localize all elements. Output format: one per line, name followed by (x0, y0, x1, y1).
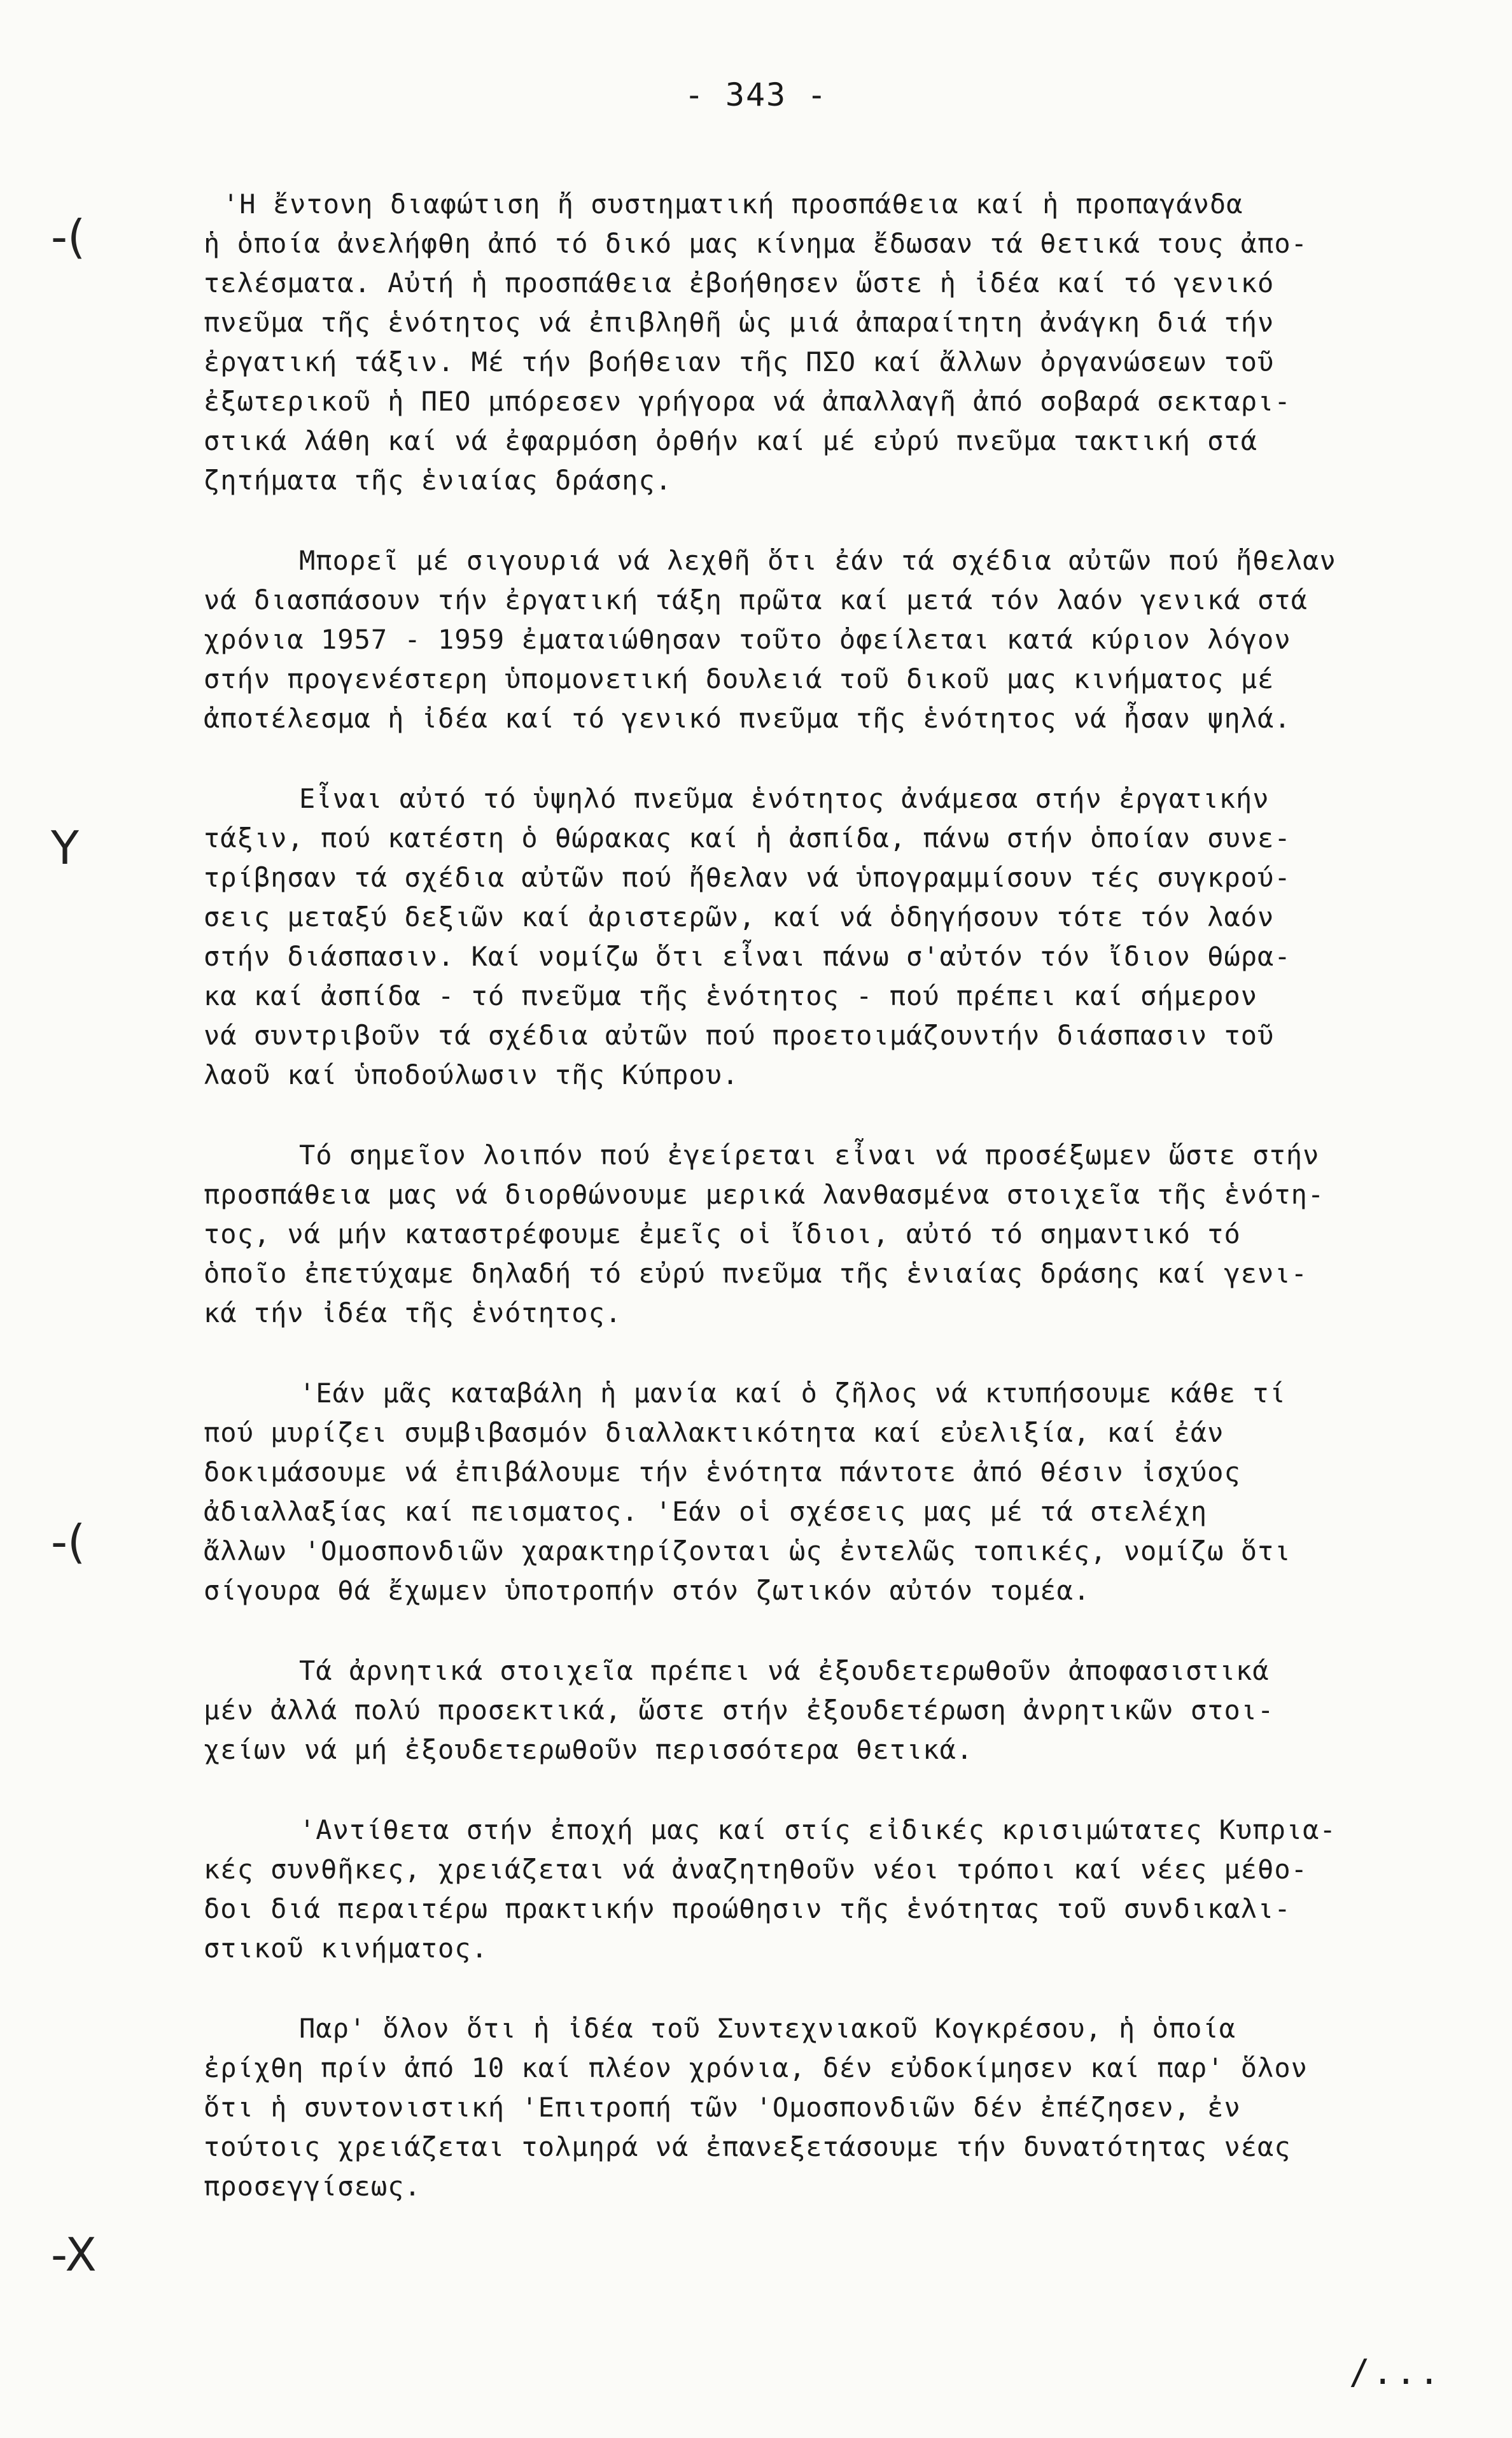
text-line: σίγουρα θά ἔχωμεν ὑποτροπήν στόν ζωτικόν αὐτόν τομέα. (204, 1575, 1091, 1606)
text-line: τελέσματα. Αὐτή ἡ προσπάθεια ἐβοήθησεν ὥστε ἡ ἰδέα καί τό γενικό (204, 267, 1275, 299)
text-line: κές συνθῆκες, χρειάζεται νά ἀναζητηθοῦν νέοι τρόποι καί νέες μέθο- (204, 1854, 1308, 1885)
margin-mark-4: -X (51, 2228, 97, 2281)
text-line: κα καί ἀσπίδα - τό πνεῦμα τῆς ἑνότητος - πού πρέπει καί σήμερον (204, 980, 1258, 1011)
margin-mark-2: Y (51, 821, 79, 875)
text-line: μέν ἀλλά πολύ προσεκτικά, ὥστε στήν ἐξουδετέρωση ἀνρητικῶν στοι- (204, 1695, 1275, 1726)
text-line: ἐξωτερικοῦ ἡ ΠΕΟ μπόρεσεν γρήγορα νά ἀπαλλαγῆ ἀπό σοβαρά σεκταρι- (204, 386, 1291, 417)
text-line: ζητήματα τῆς ἑνιαίας δράσης. (204, 465, 673, 496)
paragraph (204, 1810, 1470, 1968)
text-line: στικά λάθη καί νά ἐφαρμόση ὀρθήν καί μέ εὐρύ πνεῦμα τακτική στά (204, 425, 1258, 456)
text-line: δοι διά περαιτέρω πρακτικήν προώθησιν τῆς ἑνότητας τοῦ συνδικαλι- (204, 1893, 1291, 1924)
text-line: στήν διάσπασιν. Καί νομίζω ὅτι εἶναι πάνω σ'αὐτόν τόν ἴδιον θώρα- (204, 941, 1291, 972)
text-line: νά διασπάσουν τήν ἐργατική τάξη πρῶτα καί μετά τόν λαόν γενικά στά (204, 584, 1308, 616)
text-line: νά συντριβοῦν τά σχέδια αὐτῶν πού προετοιμάζουντήν διάσπασιν τοῦ (204, 1020, 1275, 1051)
text-line: Μπορεῖ μέ σιγουριά νά λεχθῆ ὅτι ἐάν τά σχέδια αὐτῶν πού ἤθελαν (299, 545, 1336, 576)
margin-mark-1: -( (51, 210, 86, 264)
text-line: ἀποτέλεσμα ἡ ἰδέα καί τό γενικό πνεῦμα τῆς ἑνότητος νά ἦσαν ψηλά. (204, 703, 1291, 734)
text-line: προσπάθεια μας νά διορθώνουμε μερικά λανθασμένα στοιχεῖα τῆς ἑνότη- (204, 1179, 1325, 1210)
text-line: 'Η ἔντονη διαφώτιση ἤ συστηματική προσπάθεια καί ἡ προπαγάνδα (223, 188, 1243, 220)
text-line: Παρ' ὅλον ὅτι ἡ ἰδέα τοῦ Συντεχνιακοῦ Κογκρέσου, ἡ ὁποία (299, 2013, 1236, 2044)
paragraph (204, 779, 1470, 1095)
paragraph (204, 2009, 1470, 2206)
text-line: στικοῦ κινήματος. (204, 1933, 488, 1964)
text-line: στήν προγενέστερη ὑπομονετική δουλειά τοῦ δικοῦ μας κινήματος μέ (204, 663, 1275, 694)
text-line: τάξιν, πού κατέστη ὁ θώρακας καί ἡ ἀσπίδα, πάνω στήν ὁποίαν συνε- (204, 822, 1291, 854)
continuation-mark: /... (1349, 2352, 1443, 2392)
text-line: ὁποῖο ἐπετύχαμε δηλαδή τό εὐρύ πνεῦμα τῆς ἑνιαίας δράσης καί γενι- (204, 1258, 1308, 1289)
text-line: 'Αντίθετα στήν ἐποχή μας καί στίς εἰδικές κρισιμώτατες Κυπρια- (299, 1814, 1336, 1845)
text-line: χρόνια 1957 - 1959 ἐματαιώθησαν τοῦτο ὀφείλεται κατά κύριον λόγον (204, 624, 1291, 655)
text-line: ἐρίχθη πρίν ἀπό 10 καί πλέον χρόνια, δέν εὐδοκίμησεν καί παρ' ὅλον (204, 2052, 1308, 2083)
paragraph (204, 1651, 1470, 1770)
page-number: - 343 - (684, 76, 828, 113)
paragraph (204, 541, 1470, 738)
text-line: ἡ ὁποία ἀνελήφθη ἀπό τό δικό μας κίνημα ἔδωσαν τά θετικά τους ἀπο- (204, 228, 1308, 259)
text-line: ὅτι ἡ συντονιστική 'Επιτροπή τῶν 'Ομοσπονδιῶν δέν ἐπέζησεν, ἐν (204, 2092, 1241, 2123)
text-line: τούτοις χρειάζεται τολμηρά νά ἐπανεξετάσουμε τήν δυνατότητας νέας (204, 2131, 1291, 2162)
text-line: δοκιμάσουμε νά ἐπιβάλουμε τήν ἑνότητα πάντοτε ἀπό θέσιν ἰσχύος (204, 1456, 1241, 1488)
text-line: ἄλλων 'Ομοσπονδιῶν χαρακτηρίζονται ὡς ἐντελῶς τοπικές, νομίζω ὅτι (204, 1535, 1291, 1567)
text-line: Τό σημεῖον λοιπόν πού ἐγείρεται εἶναι νά προσέξωμεν ὥστε στήν (299, 1139, 1320, 1171)
text-line: τρίβησαν τά σχέδια αὐτῶν πού ἤθελαν νά ὑπογραμμίσουν τές συγκρού- (204, 862, 1291, 893)
text-line: χείων νά μή ἐξουδετερωθοῦν περισσότερα θετικά. (204, 1734, 974, 1765)
text-line: τος, νά μήν καταστρέφουμε ἐμεῖς οἱ ἴδιοι, αὐτό τό σημαντικό τό (204, 1218, 1241, 1250)
document-body (204, 185, 1470, 2247)
text-line: Εἶναι αὐτό τό ὑψηλό πνεῦμα ἑνότητος ἀνάμεσα στήν ἐργατικήν (299, 783, 1270, 814)
text-line: κά τήν ἰδέα τῆς ἑνότητος. (204, 1297, 622, 1328)
text-line: Τά ἀρνητικά στοιχεῖα πρέπει νά ἐξουδετερωθοῦν ἀποφασιστικά (299, 1655, 1270, 1686)
text-line: προσεγγίσεως. (204, 2171, 421, 2202)
text-line: λαοῦ καί ὑποδούλωσιν τῆς Κύπρου. (204, 1059, 739, 1090)
text-line: σεις μεταξύ δεξιῶν καί ἀριστερῶν, καί νά ὁδηγήσουν τότε τόν λαόν (204, 901, 1275, 933)
margin-mark-3: -( (51, 1515, 86, 1568)
text-line: ἐργατική τάξιν. Μέ τήν βοήθειαν τῆς ΠΣΟ καί ἄλλων ὀργανώσεων τοῦ (204, 346, 1275, 377)
text-line: πού μυρίζει συμβιβασμόν διαλλακτικότητα καί εὐελιξία, καί ἐάν (204, 1417, 1224, 1448)
paragraph (204, 1374, 1470, 1610)
paragraph (204, 1136, 1470, 1333)
text-line: πνεῦμα τῆς ἑνότητος νά ἐπιβληθῆ ὡς μιά ἀπαραίτητη ἀνάγκη διά τήν (204, 307, 1275, 338)
text-line: ἀδιαλλαξίας καί πεισματος. 'Εάν οἱ σχέσεις μας μέ τά στελέχη (204, 1496, 1208, 1527)
text-line: 'Εάν μᾶς καταβάλη ἡ μανία καί ὁ ζῆλος νά κτυπήσουμε κάθε τί (299, 1378, 1286, 1409)
paragraph (204, 185, 1470, 500)
